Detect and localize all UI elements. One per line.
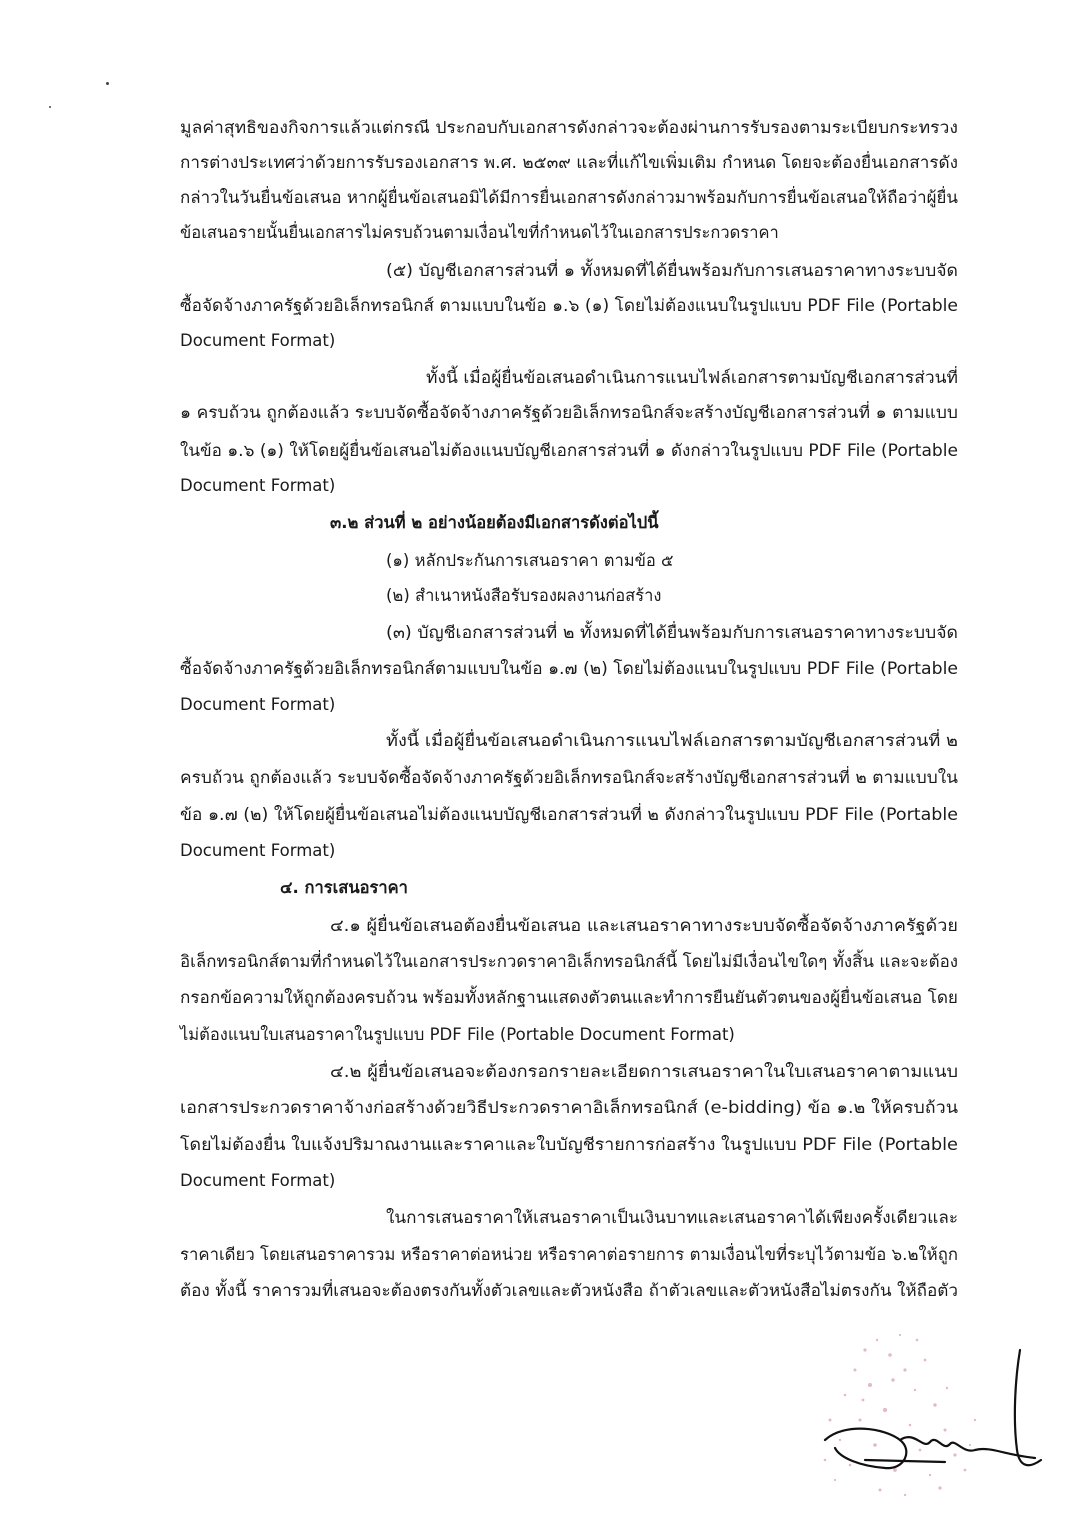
- text-line: กรอกข้อความให้ถูกต้องครบถ้วน พร้อมทั้งหลักฐานแสดงตัวตนและทำการยืนยันตัวตนของผู้ยื่นข้อเสนอ โดย: [180, 988, 958, 1007]
- text-line: (๑) หลักประกันการเสนอราคา ตามข้อ ๕: [386, 551, 674, 570]
- text-line: Document Format): [180, 695, 336, 714]
- text-line: ข้อเสนอรายนั้นยื่นเอกสารไม่ครบถ้วนตามเงื่อนไขที่กำหนดไว้ในเอกสารประกวดราคา: [180, 223, 779, 242]
- signature-stroke: [825, 1350, 1041, 1468]
- scan-speck: [49, 106, 51, 108]
- text-line: โดยไม่ต้องยื่น ใบแจ้งปริมาณงานและราคาและใบบัญชีรายการก่อสร้าง ในรูปแบบ PDF File (Portable: [180, 1135, 958, 1154]
- text-line: ซื้อจัดจ้างภาครัฐด้วยอิเล็กทรอนิกส์ตามแบบในข้อ ๑.๗ (๒) โดยไม่ต้องแนบในรูปแบบ PDF File (Portable: [180, 659, 958, 678]
- text-line: ทั้งนี้ เมื่อผู้ยื่นข้อเสนอดำเนินการแนบไฟล์เอกสารตามบัญชีเอกสารส่วนที่: [426, 368, 958, 387]
- text-line: ต้อง ทั้งนี้ ราคารวมที่เสนอจะต้องตรงกันทั้งตัวเลขและตัวหนังสือ ถ้าตัวเลขและตัวหนังสือไม่ตรงกัน ให้ถือตัว: [180, 1281, 958, 1300]
- text-line: ๔.๒ ผู้ยื่นข้อเสนอจะต้องกรอกรายละเอียดการเสนอราคาในใบเสนอราคาตามแนบ: [330, 1062, 959, 1081]
- text-line: ในข้อ ๑.๖ (๑) ให้โดยผู้ยื่นข้อเสนอไม่ต้องแนบบัญชีเอกสารส่วนที่ ๑ ดังกล่าวในรูปแบบ PDF File (Portable: [180, 441, 958, 460]
- text-line: ราคาเดียว โดยเสนอราคารวม หรือราคาต่อหน่วย หรือราคาต่อรายการ ตามเงื่อนไขที่ระบุไว้ตามข้อ ๖.๒ให้ถูก: [180, 1245, 958, 1264]
- text-line: ข้อ ๑.๗ (๒) ให้โดยผู้ยื่นข้อเสนอไม่ต้องแนบบัญชีเอกสารส่วนที่ ๒ ดังกล่าวในรูปแบบ PDF File (Portable: [180, 805, 958, 824]
- text-line: ไม่ต้องแนบใบเสนอราคาในรูปแบบ PDF File (Portable Document Format): [180, 1025, 735, 1044]
- signature-with-stamp: [805, 1310, 1055, 1510]
- text-line: (๕) บัญชีเอกสารส่วนที่ ๑ ทั้งหมดที่ได้ยื่นพร้อมกับการเสนอราคาทางระบบจัด: [386, 261, 958, 280]
- text-line: ๑ ครบถ้วน ถูกต้องแล้ว ระบบจัดซื้อจัดจ้างภาครัฐด้วยอิเล็กทรอนิกส์จะสร้างบัญชีเอกสารส่วนที่ ๑ ตามแบบ: [180, 403, 958, 422]
- text-line: ครบถ้วน ถูกต้องแล้ว ระบบจัดซื้อจัดจ้างภาครัฐด้วยอิเล็กทรอนิกส์จะสร้างบัญชีเอกสารส่วนที่ ๒ ตามแบบใน: [180, 768, 958, 787]
- text-line: ๔.๑ ผู้ยื่นข้อเสนอต้องยื่นข้อเสนอ และเสนอราคาทางระบบจัดซื้อจัดจ้างภาครัฐด้วย: [330, 916, 958, 935]
- text-line: (๒) สำเนาหนังสือรับรองผลงานก่อสร้าง: [386, 586, 662, 605]
- text-line: ซื้อจัดจ้างภาครัฐด้วยอิเล็กทรอนิกส์ ตามแบบในข้อ ๑.๖ (๑) โดยไม่ต้องแนบในรูปแบบ PDF File (Portable: [180, 296, 958, 315]
- text-line: (๓) บัญชีเอกสารส่วนที่ ๒ ทั้งหมดที่ได้ยื่นพร้อมกับการเสนอราคาทางระบบจัด: [386, 623, 958, 642]
- text-line: กล่าวในวันยื่นข้อเสนอ หากผู้ยื่นข้อเสนอมิได้มีการยื่นเอกสารดังกล่าวมาพร้อมกับการยื่นข้อเสนอให้ถือว่าผู้ยื่น: [180, 188, 958, 207]
- text-line: การต่างประเทศว่าด้วยการรับรองเอกสาร พ.ศ. ๒๕๓๙ และที่แก้ไขเพิ่มเติม กำหนด โดยจะต้องยื่นเอกสารดัง: [180, 153, 959, 172]
- text-line: Document Format): [180, 841, 336, 860]
- text-line: เอกสารประกวดราคาจ้างก่อสร้างด้วยวิธีประกวดราคาอิเล็กทรอนิกส์ (e-bidding) ข้อ ๑.๒ ให้ครบถ้วน: [180, 1098, 959, 1117]
- stamp-smudge: [824, 1334, 977, 1496]
- text-line: Document Format): [180, 476, 336, 495]
- text-line: ๔. การเสนอราคา: [280, 878, 408, 897]
- scan-speck: [106, 82, 109, 85]
- text-line: อิเล็กทรอนิกส์ตามที่กำหนดไว้ในเอกสารประกวดราคาอิเล็กทรอนิกส์นี้ โดยไม่มีเงื่อนไขใดๆ ทั้งสิ้น และจะต้อง: [180, 952, 958, 971]
- text-line: ในการเสนอราคาให้เสนอราคาเป็นเงินบาทและเสนอราคาได้เพียงครั้งเดียวและ: [386, 1208, 959, 1227]
- text-line: มูลค่าสุทธิของกิจการแล้วแต่กรณี ประกอบกับเอกสารดังกล่าวจะต้องผ่านการรับรองตามระเบียบกระทรวง: [180, 118, 958, 137]
- text-line: ทั้งนี้ เมื่อผู้ยื่นข้อเสนอดำเนินการแนบไฟล์เอกสารตามบัญชีเอกสารส่วนที่ ๒: [386, 731, 959, 750]
- text-line: Document Format): [180, 1171, 336, 1190]
- text-line: ๓.๒ ส่วนที่ ๒ อย่างน้อยต้องมีเอกสารดังต่อไปนี้: [330, 513, 659, 532]
- text-line: Document Format): [180, 331, 336, 350]
